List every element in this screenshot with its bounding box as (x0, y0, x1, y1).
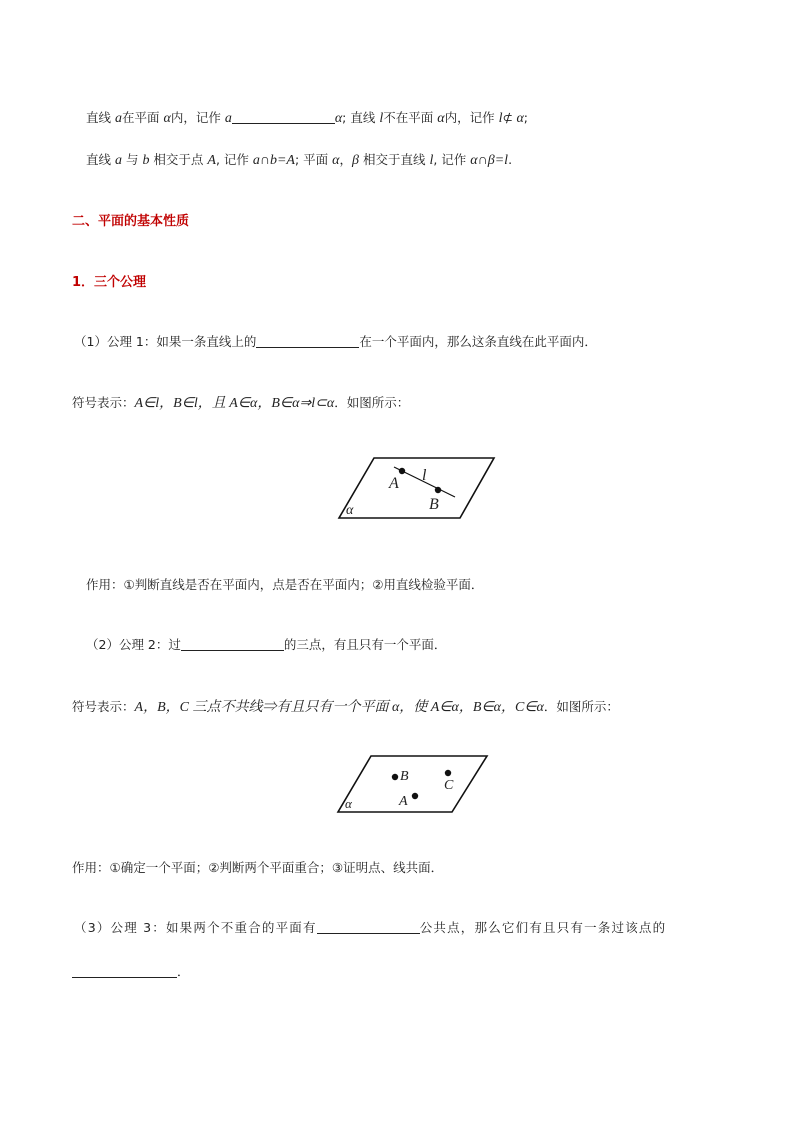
point-A (399, 468, 405, 474)
not-subset-symbol: ⊄ (502, 110, 513, 125)
axiom-3 (74, 918, 666, 936)
text: 不在平面 (383, 110, 438, 125)
var-alpha: α (163, 111, 171, 126)
fill-blank[interactable] (72, 964, 177, 978)
var-a: a (114, 111, 122, 126)
label-B: B (429, 496, 439, 513)
axiom-1 (74, 332, 597, 350)
point-C (445, 770, 451, 776)
text: （3）公理 3：如果两个不重合的平面有 (74, 920, 317, 935)
label-alpha: α (345, 796, 352, 811)
text: ; (523, 110, 529, 125)
var-A: A (207, 153, 216, 168)
axiom-2 (86, 635, 446, 653)
text: 符号表示： (72, 395, 135, 410)
var-a: a (224, 111, 232, 126)
var-l: l (498, 111, 503, 126)
label-l: l (422, 467, 427, 484)
text: ; 直线 (342, 110, 380, 125)
paragraph-line-in-plane (86, 108, 528, 127)
text: 内，记作 (444, 110, 499, 125)
text: , 记作 (215, 152, 253, 167)
label-A: A (399, 794, 408, 809)
text: 内，记作 (170, 110, 225, 125)
fill-blank[interactable] (181, 637, 284, 651)
expr-alpha-cap-beta: α∩β=l (470, 153, 509, 168)
text: ; 平面 (294, 152, 333, 167)
text: ．如图所示： (543, 699, 619, 714)
symbol-notation-1 (72, 392, 409, 412)
section-heading: 二、平面的基本性质 (72, 214, 190, 229)
text: （2）公理 2：过 (86, 637, 181, 652)
label-C: C (444, 778, 454, 793)
text: 与 (121, 152, 143, 167)
fill-blank[interactable] (256, 334, 359, 348)
text: 符号表示： (72, 699, 135, 714)
symbol-expression: A，B，C 三点不共线⇒有且只有一个平面 α，使 A∈α，B∈α，C∈α (134, 700, 544, 715)
subsection-heading: 1．三个公理 (72, 275, 147, 290)
var-a: a (114, 153, 122, 168)
text: 公共点，那么它们有且只有一条过该点的 (419, 920, 667, 935)
point-B (435, 487, 441, 493)
var-b: b (142, 153, 150, 168)
text: 相交于直线 (359, 152, 430, 167)
text: ．如图所示： (334, 395, 410, 410)
plane-parallelogram (339, 458, 494, 518)
var-alpha: α (332, 153, 340, 168)
text: 的三点，有且只有一个平面． (283, 637, 447, 652)
text: 直线 (86, 152, 115, 167)
text: 直线 (86, 110, 115, 125)
text: ， (339, 152, 353, 167)
figure-line-in-plane (334, 454, 504, 524)
label-alpha: α (346, 503, 354, 518)
var-l: l (429, 153, 434, 168)
symbol-expression: A∈l，B∈l，且 A∈α，B∈α⇒l⊂α (134, 396, 335, 411)
label-B: B (400, 769, 409, 784)
var-beta: β (352, 153, 360, 168)
label-A: A (389, 475, 399, 492)
var-alpha: α (334, 111, 343, 126)
var-alpha: α (512, 111, 524, 126)
plane-parallelogram (338, 756, 487, 812)
text: （1）公理 1：如果一条直线上的 (74, 334, 257, 349)
symbol-notation-2 (72, 696, 619, 716)
expr-a-cap-b: a∩b=A (252, 153, 295, 168)
var-l: l (379, 111, 384, 126)
figure-three-points (333, 752, 493, 818)
text: ． (177, 964, 190, 979)
point-A (412, 793, 418, 799)
paragraph-intersection (86, 150, 512, 169)
text: . (508, 152, 513, 167)
axiom-3-continuation (72, 962, 190, 980)
usage-2: 作用：①确定一个平面；②判断两个平面重合；③证明点、线共面． (72, 860, 444, 875)
usage-1: 作用：①判断直线是否在平面内，点是否在平面内；②用直线检验平面． (86, 577, 484, 592)
fill-blank[interactable] (317, 920, 420, 934)
fill-blank[interactable] (232, 110, 335, 124)
text: , 记作 (433, 152, 471, 167)
text: 相交于点 (149, 152, 208, 167)
var-alpha: α (437, 111, 445, 126)
text: 在平面 (121, 110, 164, 125)
text: 在一个平面内，那么这条直线在此平面内． (359, 334, 597, 349)
point-B (392, 774, 398, 780)
